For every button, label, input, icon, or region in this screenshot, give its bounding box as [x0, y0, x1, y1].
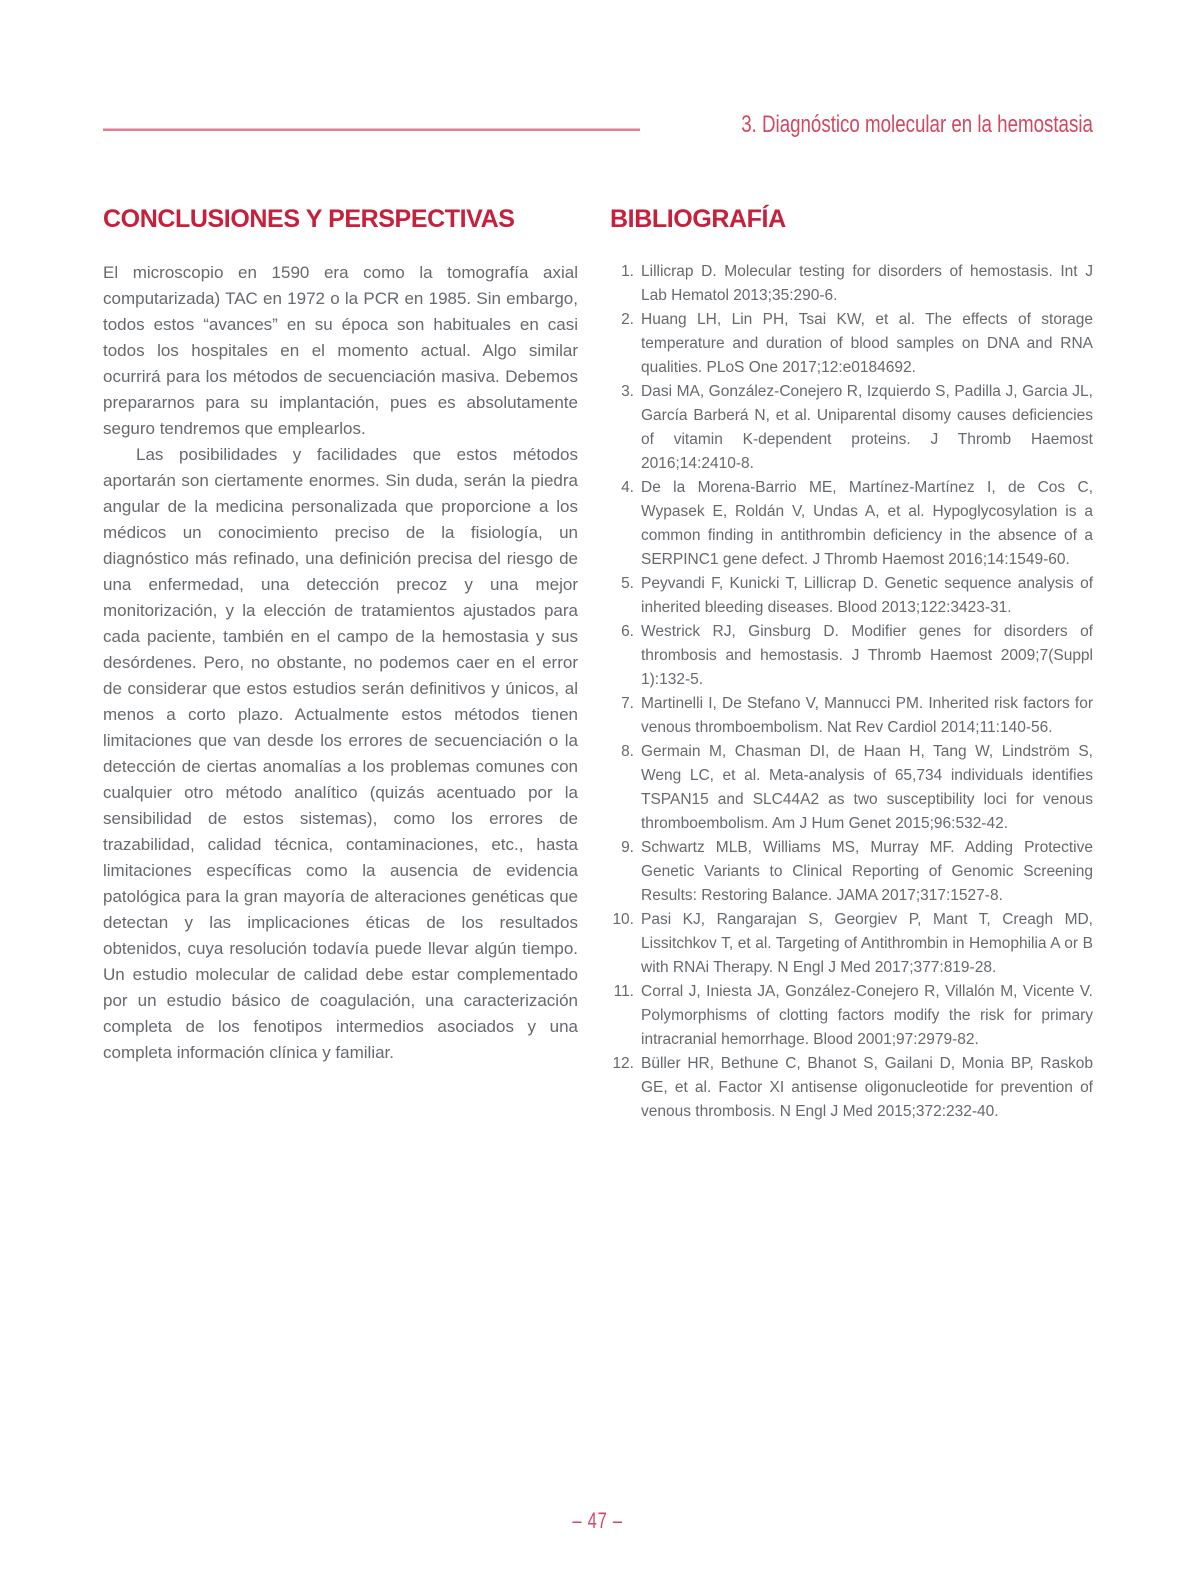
reference-text: Peyvandi F, Kunicki T, Lillicrap D. Genetic sequence analysis of inherited bleeding diseases. Blood 2013;122:3423-31. [641, 574, 1093, 616]
reference-number: 5. [621, 574, 634, 592]
page-number: – 47 – [572, 1508, 624, 1533]
conclusions-column [103, 206, 578, 1124]
two-column-body [103, 206, 1093, 1124]
page-footer [0, 1508, 1196, 1534]
conclusions-heading: CONCLUSIONES Y PERSPECTIVAS [103, 205, 515, 233]
reference-text: De la Morena-Barrio ME, Martínez-Martínez I, de Cos C, Wypasek E, Roldán V, Undas A, et al. Hypoglycosylation is a common finding in antithrombin deficiency in the absence of a SERPINC1 gene defect. J Thromb Haemost 2016;14:1549-60. [641, 478, 1093, 568]
reference-text: Lillicrap D. Molecular testing for disorders of hemostasis. Int J Lab Hematol 2013;35:290-6. [641, 262, 1093, 304]
bibliography-column [610, 206, 1093, 1124]
chapter-title: 3. Diagnóstico molecular en la hemostasia [741, 111, 1093, 138]
reference-text: Germain M, Chasman DI, de Haan H, Tang W, Lindström S, Weng LC, et al. Meta-analysis of 65,734 individuals identifies TSPAN15 and SLC44A2 as two susceptibility loci for venous thromboembolism. Am J Hum Genet 2015;96:532-42. [641, 742, 1093, 832]
reference-item [610, 836, 1093, 908]
header-rule-line [103, 128, 640, 131]
reference-text: Pasi KJ, Rangarajan S, Georgiev P, Mant T, Creagh MD, Lissitchkov T, et al. Targeting of Antithrombin in Hemophilia A or B with RNAi Therapy. N Engl J Med 2017;377:819-28. [641, 910, 1093, 976]
reference-item [610, 1052, 1093, 1124]
reference-item [610, 308, 1093, 380]
running-header [103, 112, 1093, 138]
reference-text: Martinelli I, De Stefano V, Mannucci PM. Inherited risk factors for venous thromboembolism. Nat Rev Cardiol 2014;11:140-56. [641, 694, 1093, 736]
reference-number: 3. [621, 382, 634, 400]
reference-item [610, 572, 1093, 620]
reference-number: 12. [612, 1054, 634, 1072]
reference-list [610, 260, 1093, 1124]
reference-item [610, 620, 1093, 692]
reference-number: 4. [621, 478, 634, 496]
reference-number: 1. [621, 262, 634, 280]
reference-item [610, 260, 1093, 308]
reference-item [610, 476, 1093, 572]
bibliography-heading: BIBLIOGRAFÍA [610, 205, 786, 233]
reference-number: 8. [621, 742, 634, 760]
reference-item [610, 740, 1093, 836]
reference-number: 10. [612, 910, 634, 928]
reference-text: Schwartz MLB, Williams MS, Murray MF. Adding Protective Genetic Variants to Clinical Reporting of Genomic Screening Results: Restoring Balance. JAMA 2017;317:1527-8. [641, 838, 1093, 904]
reference-number: 6. [621, 622, 634, 640]
reference-item [610, 692, 1093, 740]
reference-number: 7. [621, 694, 634, 712]
conclusions-paragraph-2: Las posibilidades y facilidades que estos métodos aportarán son ciertamente enormes. Sin duda, serán la piedra angular de la medicina personalizada que proporcione a los médicos un conocimiento preciso de la fisiología, un diagnóstico más refinado, una definición precisa del riesgo de una enfermedad, una detección precoz y una mejor monitorización, y la elección de tratamientos ajustados para cada paciente, también en el campo de la hemostasia y sus desórdenes. Pero, no obstante, no podemos caer en el error de considerar que estos estudios serán definitivos y únicos, al menos a corto plazo. Actualmente estos métodos tienen limitaciones que van desde los errores de secuenciación o la detección de ciertas anomalías a los problemas comunes con cualquier otro método analítico (quizás acentuado por la sensibilidad de estos sistemas), como los errores de trazabilidad, calidad técnica, contaminaciones, etc., hasta limitaciones específicas como la ausencia de evidencia patológica para la gran mayoría de alteraciones genéticas que detectan y las implicaciones éticas de los resultados obtenidos, cuya resolución todavía puede llevar algún tiempo. Un estudio molecular de calidad debe estar complementado por un estudio básico de coagulación, una caracterización completa de los fenotipos intermedios asociados y una completa información clínica y familiar. [103, 444, 578, 1062]
reference-number: 9. [621, 838, 634, 856]
reference-text: Büller HR, Bethune C, Bhanot S, Gailani D, Monia BP, Raskob GE, et al. Factor XI antisense oligonucleotide for prevention of venous thrombosis. N Engl J Med 2015;372:232-40. [641, 1054, 1093, 1120]
reference-text: Dasi MA, González-Conejero R, Izquierdo S, Padilla J, Garcia JL, García Barberá N, et al. Uniparental disomy causes deficiencies of vitamin K-dependent proteins. J Thromb Haemost 2016;14:2410-8. [641, 382, 1093, 472]
reference-number: 2. [621, 310, 634, 328]
conclusions-paragraph-1: El microscopio en 1590 era como la tomografía axial computarizada) TAC en 1972 o la PCR en 1985. Sin embargo, todos estos “avances” en su época son habituales en casi todos los hospitales en el momento actual. Algo similar ocurrirá para los métodos de secuenciación masiva. Debemos prepararnos para su implantación, pues es absolutamente seguro tendremos que emplearlos. [103, 262, 578, 438]
reference-number: 11. [613, 982, 634, 1000]
reference-item [610, 908, 1093, 980]
reference-item [610, 380, 1093, 476]
reference-text: Corral J, Iniesta JA, González-Conejero R, Villalón M, Vicente V. Polymorphisms of clotting factors modify the risk for primary intracranial hemorrhage. Blood 2001;97:2979-82. [641, 982, 1093, 1048]
reference-text: Westrick RJ, Ginsburg D. Modifier genes for disorders of thrombosis and hemostasis. J Thromb Haemost 2009;7(Suppl 1):132-5. [641, 622, 1093, 688]
reference-text: Huang LH, Lin PH, Tsai KW, et al. The effects of storage temperature and duration of blood samples on DNA and RNA qualities. PLoS One 2017;12:e0184692. [641, 310, 1093, 376]
reference-item [610, 980, 1093, 1052]
